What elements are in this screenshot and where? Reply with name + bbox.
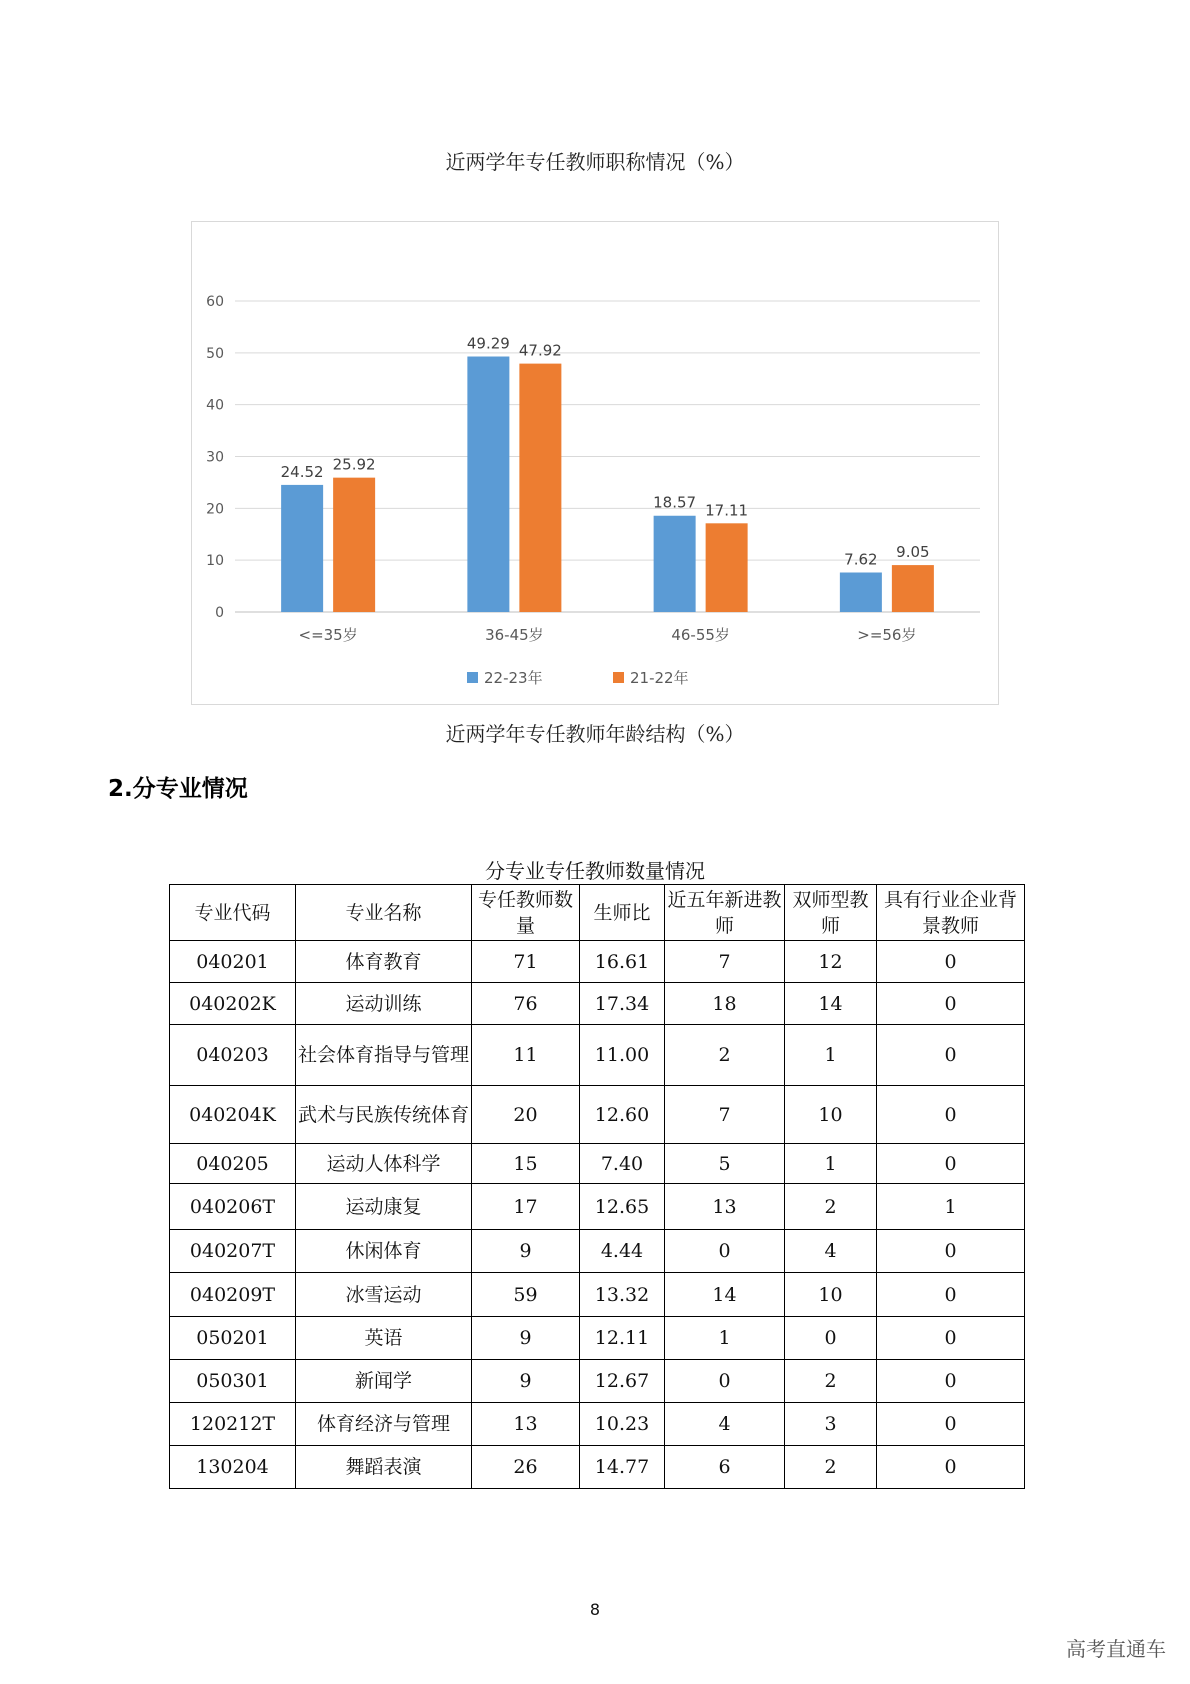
cell-student-teacher-ratio: 12.11	[580, 1317, 665, 1360]
cell-teacher-count: 9	[472, 1317, 580, 1360]
cell-industry-background: 0	[877, 1317, 1025, 1360]
cell-major-name: 体育经济与管理	[296, 1403, 472, 1446]
y-tick-label: 10	[206, 553, 224, 570]
table-row	[170, 1360, 1025, 1403]
cell-teacher-count: 9	[472, 1360, 580, 1403]
cell-industry-background: 0	[877, 983, 1025, 1025]
y-tick-label: 40	[206, 397, 224, 414]
cell-major-name: 运动训练	[296, 983, 472, 1025]
cell-student-teacher-ratio: 14.77	[580, 1446, 665, 1489]
header-industry-background: 具有行业企业背景教师	[877, 885, 1025, 941]
table-title: 分专业专任教师数量情况	[485, 859, 705, 883]
cell-major-name: 社会体育指导与管理	[296, 1025, 472, 1086]
major-teacher-table	[169, 884, 1025, 1489]
cell-teacher-count: 13	[472, 1403, 580, 1446]
data-label: 25.92	[332, 455, 376, 474]
cell-dual-qualified: 12	[785, 941, 877, 983]
cell-major-name: 新闻学	[296, 1360, 472, 1403]
data-label: 9.05	[896, 543, 930, 562]
cell-teacher-count: 15	[472, 1144, 580, 1184]
cell-teacher-count: 17	[472, 1184, 580, 1230]
cell-major-code: 130204	[170, 1446, 296, 1489]
cell-dual-qualified: 10	[785, 1086, 877, 1144]
cell-new-teachers: 7	[665, 941, 785, 983]
cell-dual-qualified: 2	[785, 1446, 877, 1489]
bar-series2	[333, 478, 375, 612]
cell-industry-background: 0	[877, 941, 1025, 983]
cell-industry-background: 1	[877, 1184, 1025, 1230]
header-major-name: 专业名称	[296, 885, 472, 941]
cell-dual-qualified: 14	[785, 983, 877, 1025]
x-tick-label: 46-55岁	[671, 626, 730, 644]
cell-industry-background: 0	[877, 1144, 1025, 1184]
cell-industry-background: 0	[877, 1360, 1025, 1403]
cell-dual-qualified: 1	[785, 1144, 877, 1184]
cell-student-teacher-ratio: 4.44	[580, 1230, 665, 1273]
x-tick-label: 36-45岁	[485, 626, 544, 644]
bar-series1	[467, 357, 509, 612]
table-row	[170, 1144, 1025, 1184]
cell-major-name: 运动人体科学	[296, 1144, 472, 1184]
header-new-teachers: 近五年新进教师	[665, 885, 785, 941]
cell-student-teacher-ratio: 10.23	[580, 1403, 665, 1446]
table-row	[170, 1230, 1025, 1273]
cell-industry-background: 0	[877, 1446, 1025, 1489]
cell-major-code: 050201	[170, 1317, 296, 1360]
cell-new-teachers: 4	[665, 1403, 785, 1446]
cell-major-name: 冰雪运动	[296, 1273, 472, 1317]
previous-chart-caption: 近两学年专任教师职称情况（%）	[445, 150, 745, 174]
cell-dual-qualified: 10	[785, 1273, 877, 1317]
table-row	[170, 1403, 1025, 1446]
table-header-row	[170, 885, 1025, 941]
y-tick-label: 50	[206, 345, 224, 362]
cell-dual-qualified: 4	[785, 1230, 877, 1273]
bar-series2	[519, 364, 561, 612]
data-label: 47.92	[518, 341, 562, 360]
cell-major-name: 休闲体育	[296, 1230, 472, 1273]
table-row	[170, 983, 1025, 1025]
chart-svg	[192, 222, 1000, 706]
table-row	[170, 1317, 1025, 1360]
cell-new-teachers: 6	[665, 1446, 785, 1489]
cell-dual-qualified: 1	[785, 1025, 877, 1086]
cell-new-teachers: 2	[665, 1025, 785, 1086]
cell-teacher-count: 11	[472, 1025, 580, 1086]
cell-new-teachers: 13	[665, 1184, 785, 1230]
cell-student-teacher-ratio: 12.65	[580, 1184, 665, 1230]
cell-student-teacher-ratio: 16.61	[580, 941, 665, 983]
table-row	[170, 941, 1025, 983]
watermark: 高考直通车	[1066, 1637, 1166, 1661]
x-tick-label: <=35岁	[298, 626, 358, 644]
y-tick-label: 30	[206, 449, 224, 466]
cell-major-name: 舞蹈表演	[296, 1446, 472, 1489]
cell-major-code: 040209T	[170, 1273, 296, 1317]
legend-label: 21-22年	[630, 669, 689, 687]
cell-major-code: 040205	[170, 1144, 296, 1184]
cell-major-name: 武术与民族传统体育	[296, 1086, 472, 1144]
cell-dual-qualified: 2	[785, 1184, 877, 1230]
cell-new-teachers: 1	[665, 1317, 785, 1360]
cell-major-code: 040207T	[170, 1230, 296, 1273]
cell-teacher-count: 76	[472, 983, 580, 1025]
cell-new-teachers: 0	[665, 1360, 785, 1403]
cell-major-code: 040201	[170, 941, 296, 983]
cell-teacher-count: 59	[472, 1273, 580, 1317]
table-row	[170, 1184, 1025, 1230]
bar-series1	[654, 516, 696, 612]
chart-caption: 近两学年专任教师年龄结构（%）	[445, 722, 745, 746]
cell-new-teachers: 7	[665, 1086, 785, 1144]
cell-major-code: 120212T	[170, 1403, 296, 1446]
table-row	[170, 1025, 1025, 1086]
x-tick-label: >=56岁	[857, 626, 917, 644]
bar-series1	[281, 485, 323, 612]
header-major-code: 专业代码	[170, 885, 296, 941]
cell-industry-background: 0	[877, 1025, 1025, 1086]
cell-new-teachers: 18	[665, 983, 785, 1025]
cell-industry-background: 0	[877, 1230, 1025, 1273]
header-student-teacher-ratio: 生师比	[580, 885, 665, 941]
cell-student-teacher-ratio: 11.00	[580, 1025, 665, 1086]
bar-series1	[840, 573, 882, 612]
data-label: 17.11	[705, 501, 749, 520]
data-label: 49.29	[466, 334, 510, 353]
cell-major-name: 运动康复	[296, 1184, 472, 1230]
cell-dual-qualified: 2	[785, 1360, 877, 1403]
y-tick-label: 20	[206, 501, 224, 518]
legend-label: 22-23年	[484, 669, 543, 687]
cell-dual-qualified: 3	[785, 1403, 877, 1446]
cell-teacher-count: 20	[472, 1086, 580, 1144]
age-structure-chart	[191, 221, 999, 705]
section-heading: 2.分专业情况	[108, 776, 248, 802]
cell-student-teacher-ratio: 12.60	[580, 1086, 665, 1144]
bar-series2	[706, 523, 748, 612]
cell-dual-qualified: 0	[785, 1317, 877, 1360]
cell-major-code: 040204K	[170, 1086, 296, 1144]
cell-major-code: 040203	[170, 1025, 296, 1086]
cell-teacher-count: 9	[472, 1230, 580, 1273]
cell-new-teachers: 14	[665, 1273, 785, 1317]
cell-major-code: 040202K	[170, 983, 296, 1025]
cell-major-code: 050301	[170, 1360, 296, 1403]
page-number: 8	[589, 1600, 601, 1619]
table-row	[170, 1086, 1025, 1144]
y-tick-label: 0	[215, 605, 224, 621]
cell-industry-background: 0	[877, 1403, 1025, 1446]
data-label: 24.52	[280, 462, 324, 481]
bar-series2	[892, 565, 934, 612]
cell-teacher-count: 26	[472, 1446, 580, 1489]
table-row	[170, 1446, 1025, 1489]
data-label: 18.57	[653, 493, 697, 512]
legend-swatch	[613, 672, 624, 683]
header-teacher-count: 专任教师数量	[472, 885, 580, 941]
cell-student-teacher-ratio: 17.34	[580, 983, 665, 1025]
cell-teacher-count: 71	[472, 941, 580, 983]
cell-major-code: 040206T	[170, 1184, 296, 1230]
table-row	[170, 1273, 1025, 1317]
y-tick-label: 60	[206, 294, 224, 310]
cell-new-teachers: 0	[665, 1230, 785, 1273]
cell-new-teachers: 5	[665, 1144, 785, 1184]
cell-industry-background: 0	[877, 1086, 1025, 1144]
cell-student-teacher-ratio: 7.40	[580, 1144, 665, 1184]
cell-major-name: 英语	[296, 1317, 472, 1360]
data-label: 7.62	[844, 550, 878, 569]
header-dual-qualified: 双师型教师	[785, 885, 877, 941]
cell-industry-background: 0	[877, 1273, 1025, 1317]
legend-swatch	[467, 672, 478, 683]
cell-major-name: 体育教育	[296, 941, 472, 983]
cell-student-teacher-ratio: 13.32	[580, 1273, 665, 1317]
cell-student-teacher-ratio: 12.67	[580, 1360, 665, 1403]
